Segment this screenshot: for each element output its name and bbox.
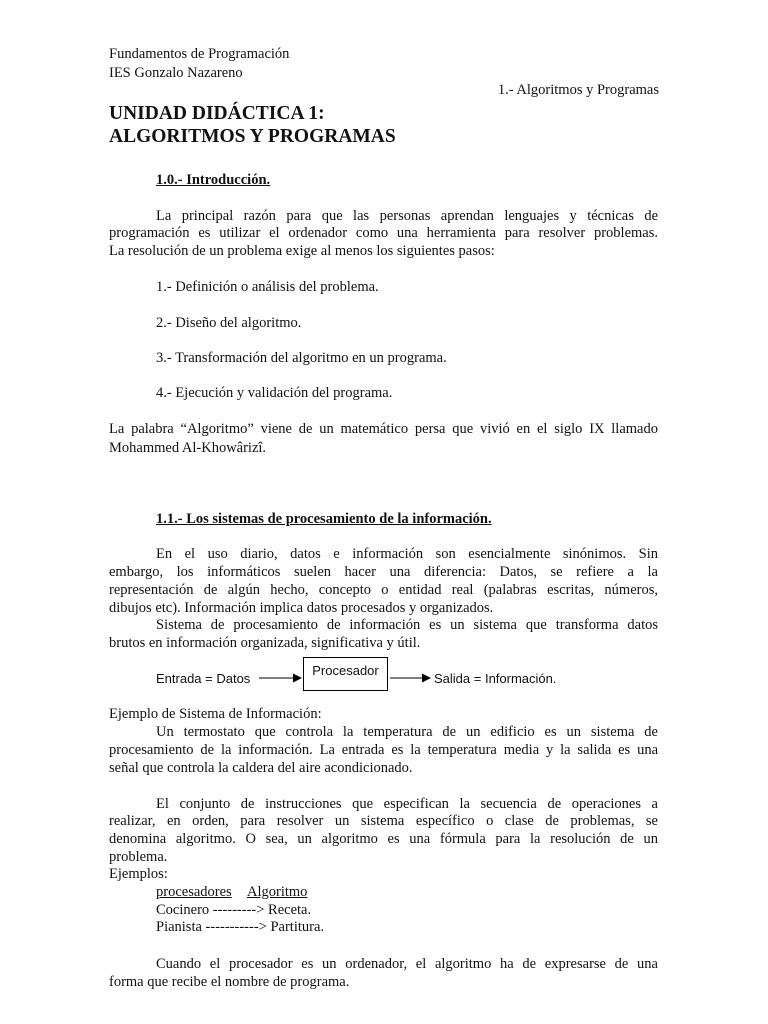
- intro-paragraph-line: La resolución de un problema exige al menos los siguientes pasos:: [109, 243, 495, 259]
- examples-label: Ejemplos:: [109, 866, 168, 882]
- title-line-1: UNIDAD DIDÁCTICA 1:: [109, 103, 325, 124]
- step-item: 2.- Diseño del algoritmo.: [156, 315, 302, 331]
- definition-line: realizar, en orden, para resolver un sistema específico o clase de problemas, se: [109, 813, 658, 829]
- systems-paragraph-line: dibujos etc). Información implica datos procesados y organizados.: [109, 600, 494, 616]
- example-label: Ejemplo de Sistema de Información:: [109, 706, 322, 722]
- definition-line: denomina algoritmo. O sea, un algoritmo es una fórmula para la resolución de un: [109, 831, 658, 847]
- systems-paragraph-line: En el uso diario, datos e información son esencialmente sinónimos. Sin: [156, 546, 658, 562]
- section-heading-intro: 1.0.- Introducción.: [156, 172, 271, 188]
- examples-col-algorithm: Algoritmo: [247, 884, 308, 900]
- header-course: Fundamentos de Programación: [109, 46, 290, 62]
- header-topic: 1.- Algoritmos y Programas: [497, 82, 659, 98]
- program-paragraph-line: Cuando el procesador es un ordenador, el algoritmo ha de expresarse de una: [156, 956, 658, 972]
- step-item: 1.- Definición o análisis del problema.: [156, 279, 379, 295]
- systems-paragraph-line: brutos en información organizada, significativa y útil.: [109, 635, 421, 651]
- intro-paragraph-line: La principal razón para que las personas aprendan lenguajes y técnicas de: [156, 208, 658, 224]
- systems-paragraph-line: embargo, los informáticos suelen hacer una diferencia: Datos, se refiere a la: [109, 564, 658, 580]
- step-item: 3.- Transformación del algoritmo en un programa.: [156, 350, 447, 366]
- systems-paragraph-line: Sistema de procesamiento de información es un sistema que transforma datos: [156, 617, 658, 633]
- example-line: procesamiento de la información. La entrada es la temperatura media y la salida es una: [109, 742, 658, 758]
- intro-paragraph-line: programación es utilizar el ordenador como una herramienta para resolver problemas.: [109, 225, 658, 241]
- example-line: Un termostato que controla la temperatura de un edificio es un sistema de: [156, 724, 658, 740]
- diagram-input-label: Entrada = Datos: [156, 671, 251, 686]
- algorithm-note-line: La palabra “Algoritmo” viene de un matemático persa que vivió en el siglo IX llamado: [109, 421, 658, 437]
- arrow-right-icon: [388, 672, 432, 684]
- section-heading-systems: 1.1.- Los sistemas de procesamiento de la información.: [156, 511, 492, 527]
- program-paragraph-line: forma que recibe el nombre de programa.: [109, 974, 350, 990]
- examples-col-processors: procesadores: [156, 884, 232, 900]
- diagram-processor-box: Procesador: [303, 657, 388, 691]
- title-line-2: ALGORITMOS Y PROGRAMAS: [109, 126, 396, 147]
- definition-line: El conjunto de instrucciones que especifican la secuencia de operaciones a: [156, 796, 658, 812]
- examples-row: Cocinero ---------> Receta.: [156, 902, 312, 918]
- examples-row: Pianista -----------> Partitura.: [156, 919, 325, 935]
- definition-line: problema.: [109, 849, 168, 865]
- algorithm-note-line: Mohammed Al-Khowârizî.: [109, 440, 267, 456]
- arrow-right-icon: [259, 672, 303, 684]
- diagram-output-label: Salida = Información.: [434, 671, 557, 686]
- header-school: IES Gonzalo Nazareno: [109, 65, 243, 81]
- example-line: señal que controla la caldera del aire acondicionado.: [109, 760, 413, 776]
- step-item: 4.- Ejecución y validación del programa.: [156, 385, 393, 401]
- systems-paragraph-line: representación de algún hecho, concepto o entidad real (palabras escritas, números,: [109, 582, 658, 598]
